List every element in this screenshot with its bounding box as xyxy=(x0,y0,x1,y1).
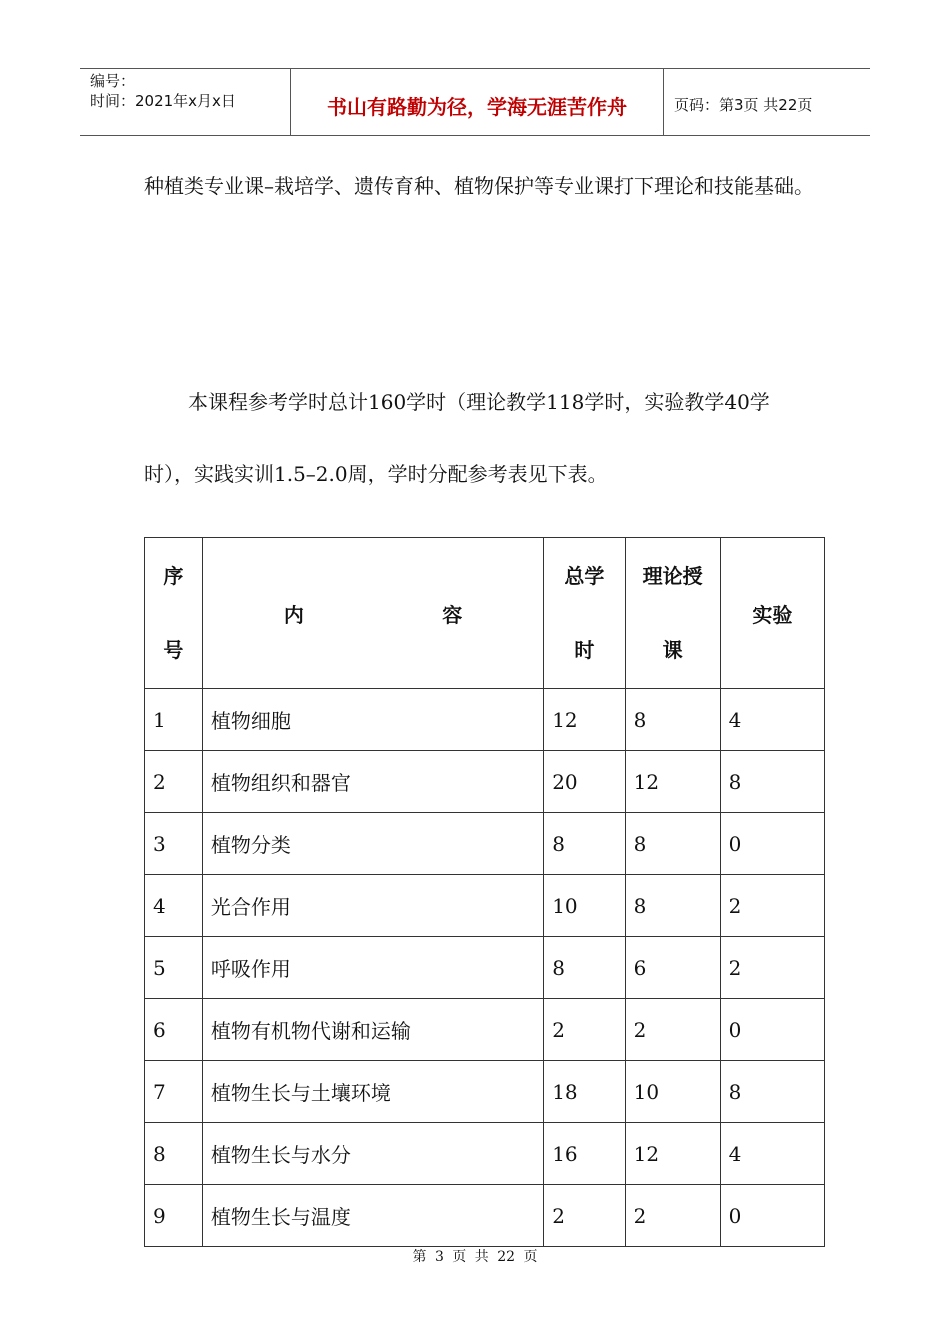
cell-content: 植物细胞 xyxy=(202,689,543,751)
cell-theory: 12 xyxy=(625,1123,720,1185)
cell-seq: 3 xyxy=(145,813,203,875)
table-row xyxy=(145,813,825,875)
cell-lab: 2 xyxy=(720,937,824,999)
page-footer: 第 3 页 共 22 页 xyxy=(412,1249,538,1265)
table-row xyxy=(145,1061,825,1123)
cell-total: 18 xyxy=(544,1061,625,1123)
cell-seq: 2 xyxy=(145,751,203,813)
cell-total: 8 xyxy=(544,937,625,999)
cell-seq: 9 xyxy=(145,1185,203,1247)
header-meta xyxy=(80,69,291,136)
cell-lab: 4 xyxy=(720,1123,824,1185)
header-total-hours: 总学 时 xyxy=(544,538,625,689)
cell-total: 12 xyxy=(544,689,625,751)
header-lab: 实验 xyxy=(720,538,824,689)
date-label: 时间：2021年x月x日 xyxy=(90,92,236,110)
cell-content: 植物生长与温度 xyxy=(202,1185,543,1247)
header-content: 内 容 xyxy=(202,538,543,689)
paragraph-intro: 种植类专业课–栽培学、遗传育种、植物保护等专业课打下理论和技能基础。 xyxy=(144,174,814,198)
cell-seq: 5 xyxy=(145,937,203,999)
table-row xyxy=(145,937,825,999)
cell-content: 呼吸作用 xyxy=(202,937,543,999)
cell-seq: 8 xyxy=(145,1123,203,1185)
header-motto: 书山有路勤为径，学海无涯苦作舟 xyxy=(291,69,664,136)
table-row xyxy=(145,1123,825,1185)
cell-theory: 8 xyxy=(625,813,720,875)
cell-theory: 10 xyxy=(625,1061,720,1123)
table-header-row xyxy=(145,538,825,689)
cell-seq: 6 xyxy=(145,999,203,1061)
cell-lab: 0 xyxy=(720,1185,824,1247)
paragraph-hours: 本课程参考学时总计160学时（理论教学118学时，实验教学40学时），实践实训1.5–2.0周，学时分配参考表见下表。 xyxy=(144,390,770,486)
cell-total: 16 xyxy=(544,1123,625,1185)
cell-seq: 1 xyxy=(145,689,203,751)
header-seq: 序 号 xyxy=(145,538,203,689)
table-row xyxy=(145,751,825,813)
cell-theory: 2 xyxy=(625,1185,720,1247)
number-label: 编号： xyxy=(90,72,136,90)
cell-theory: 2 xyxy=(625,999,720,1061)
cell-seq: 7 xyxy=(145,1061,203,1123)
cell-theory: 6 xyxy=(625,937,720,999)
table-row xyxy=(145,999,825,1061)
cell-total: 8 xyxy=(544,813,625,875)
cell-lab: 4 xyxy=(720,689,824,751)
cell-lab: 0 xyxy=(720,813,824,875)
document-header xyxy=(80,68,870,136)
cell-lab: 8 xyxy=(720,1061,824,1123)
header-theory: 理论授 课 xyxy=(625,538,720,689)
cell-total: 10 xyxy=(544,875,625,937)
cell-seq: 4 xyxy=(145,875,203,937)
cell-total: 2 xyxy=(544,999,625,1061)
cell-theory: 8 xyxy=(625,875,720,937)
cell-content: 光合作用 xyxy=(202,875,543,937)
hours-table xyxy=(144,537,825,1247)
cell-lab: 8 xyxy=(720,751,824,813)
cell-lab: 2 xyxy=(720,875,824,937)
cell-lab: 0 xyxy=(720,999,824,1061)
table-row xyxy=(145,689,825,751)
cell-total: 2 xyxy=(544,1185,625,1247)
table-row xyxy=(145,1185,825,1247)
cell-content: 植物分类 xyxy=(202,813,543,875)
cell-total: 20 xyxy=(544,751,625,813)
cell-content: 植物生长与水分 xyxy=(202,1123,543,1185)
cell-content: 植物有机物代谢和运输 xyxy=(202,999,543,1061)
cell-content: 植物组织和器官 xyxy=(202,751,543,813)
table-row xyxy=(145,875,825,937)
cell-theory: 12 xyxy=(625,751,720,813)
cell-content: 植物生长与土壤环境 xyxy=(202,1061,543,1123)
cell-theory: 8 xyxy=(625,689,720,751)
header-page-info: 页码：第3页 共22页 xyxy=(674,95,813,114)
